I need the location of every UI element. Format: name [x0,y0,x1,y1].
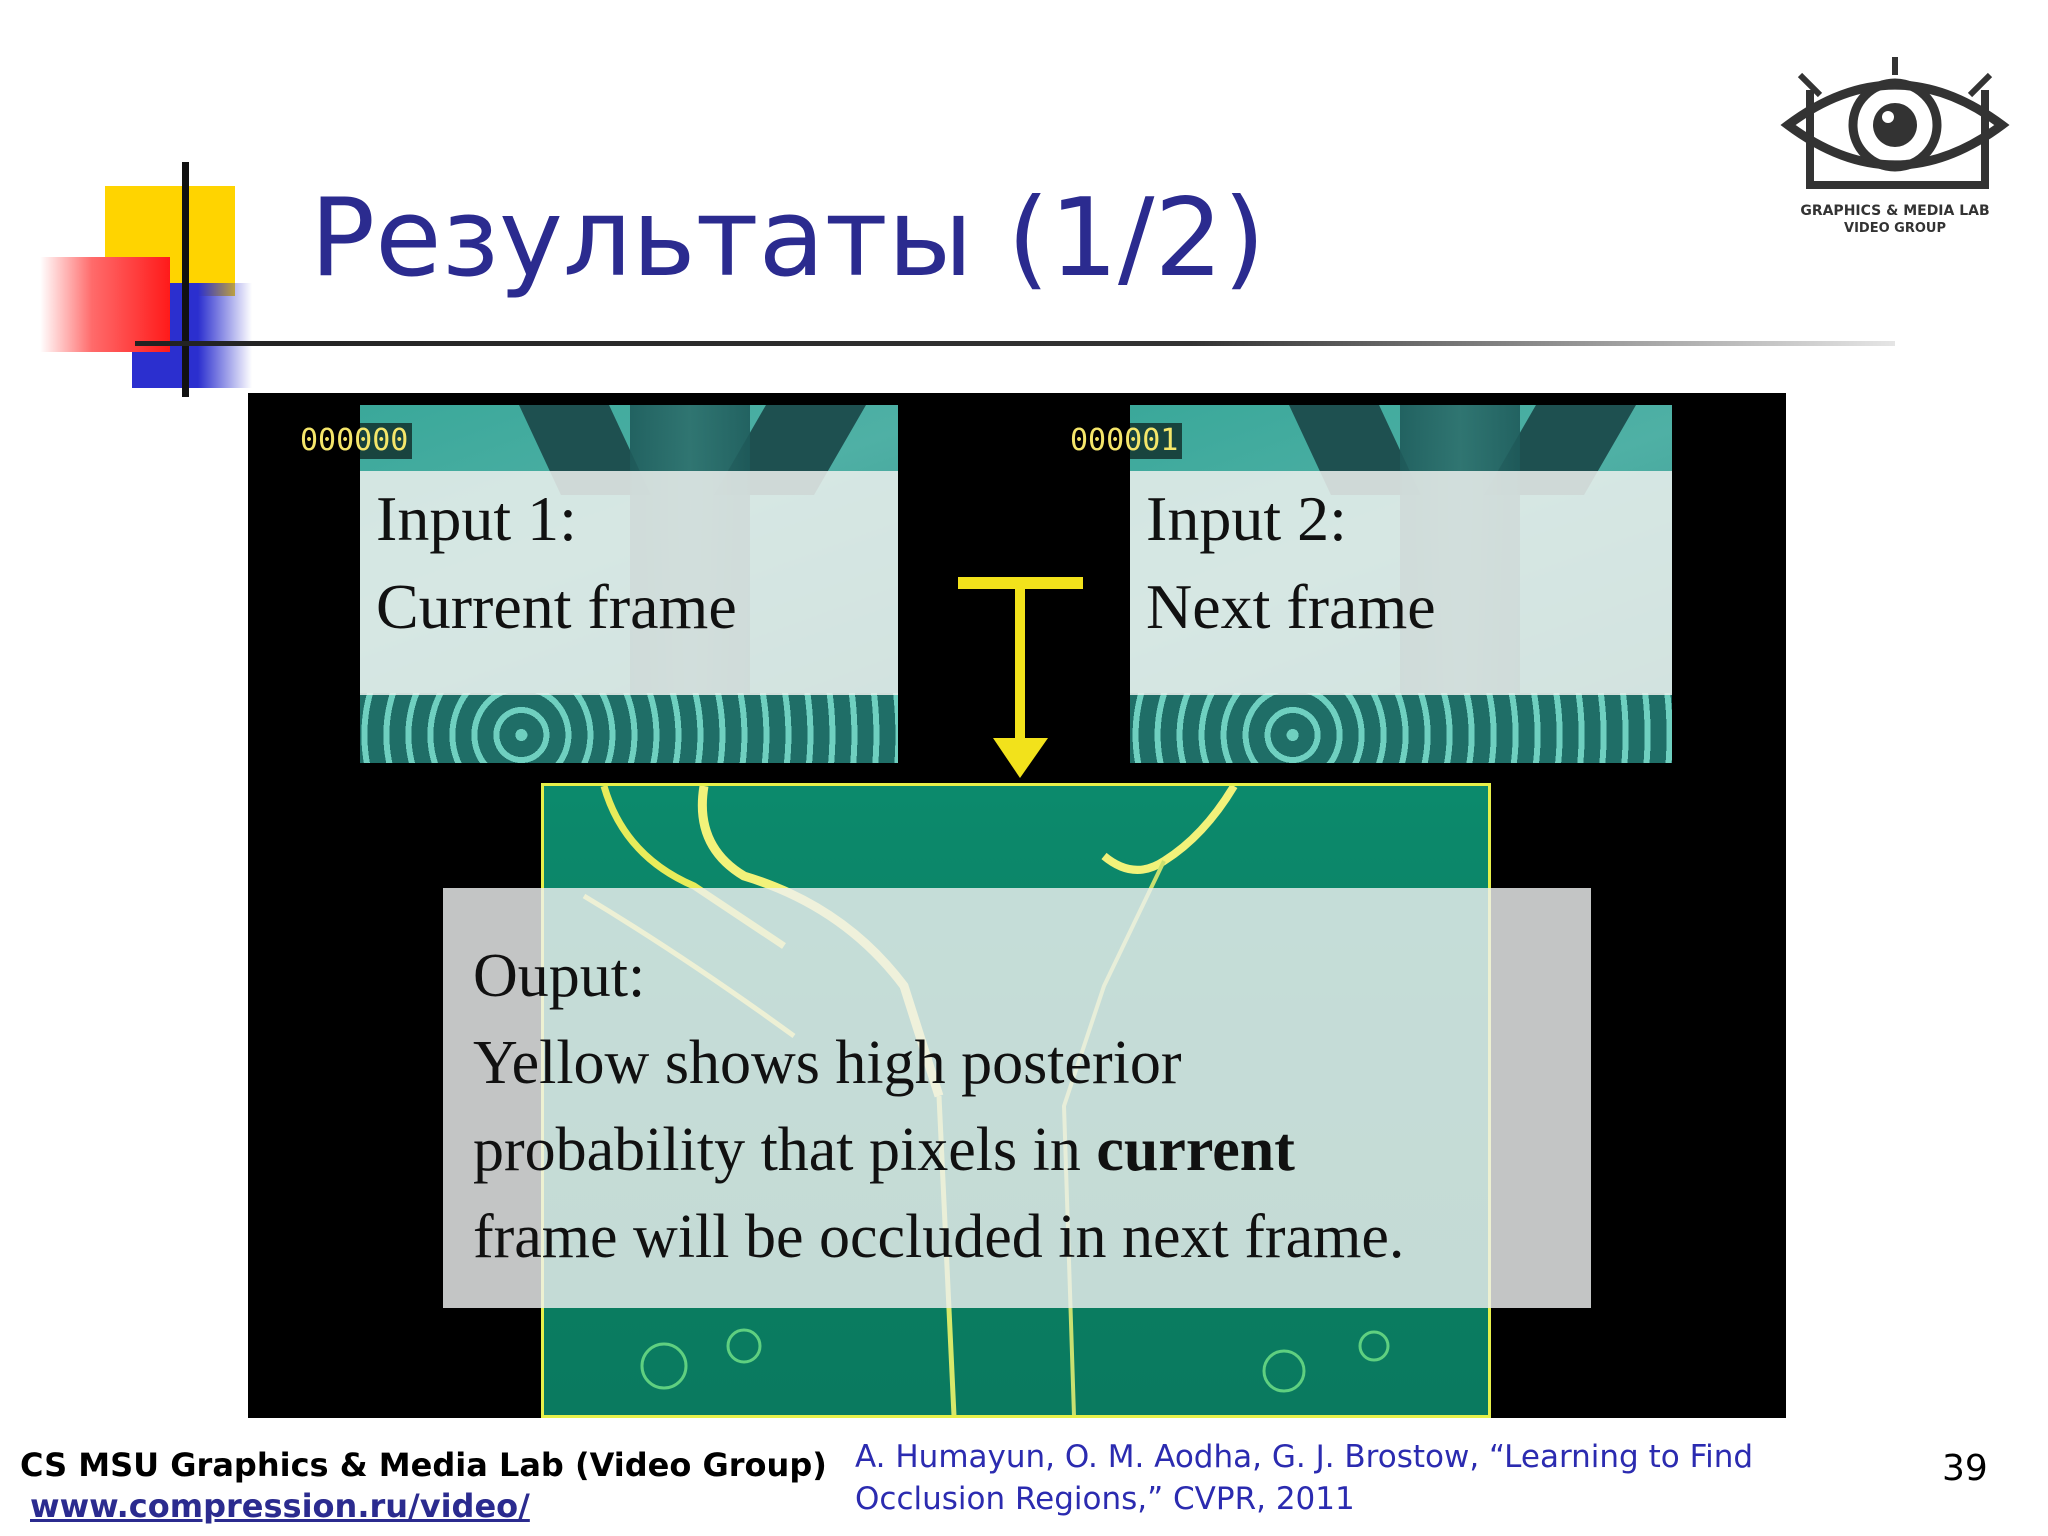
eye-icon [1780,55,2010,205]
output-line2: Yellow shows high posterior [473,1029,1182,1097]
slide-title: Результаты (1/2) [310,176,1266,301]
logo-line1: GRAPHICS & MEDIA LAB [1800,203,1990,219]
frame2-label-line1: Input 2: [1146,483,1347,554]
output-line3-pre: probability that pixels in [473,1116,1097,1184]
output-line3-bold: current [1096,1116,1295,1184]
input-frame-next [1130,405,1672,763]
title-underline [135,341,1895,346]
lab-logo [1780,55,2010,245]
output-line3 [473,1107,1593,1194]
output-caption [473,933,1593,1281]
citation: A. Humayun, O. M. Aodha, G. J. Brostow, “Learning to Find Occlusion Regions,” CVPR, 2011 [855,1439,1754,1517]
ground-texture [360,693,898,763]
decor-red-square [40,257,170,352]
ground-texture [1130,693,1672,763]
frame1-label-line2: Current frame [376,571,737,642]
input-frame-current [360,405,898,763]
output-line1: Ouput: [473,942,646,1010]
frame1-counter: 000000 [296,423,412,459]
page-number: 39 [1942,1448,1988,1489]
frame1-label-line1: Input 1: [376,483,577,554]
frame2-counter: 000001 [1066,423,1182,459]
output-line4: frame will be occluded in next frame. [473,1203,1405,1271]
down-arrow-icon [948,553,1088,783]
video-frame [248,393,1786,1418]
footer-url-link[interactable]: www.compression.ru/video/ [30,1487,530,1525]
logo-line2: VIDEO GROUP [1844,221,1946,236]
frame2-label-line2: Next frame [1146,571,1436,642]
decor-vertical-line [182,162,189,397]
footer-lab-name: CS MSU Graphics & Media Lab (Video Group) [20,1446,827,1484]
